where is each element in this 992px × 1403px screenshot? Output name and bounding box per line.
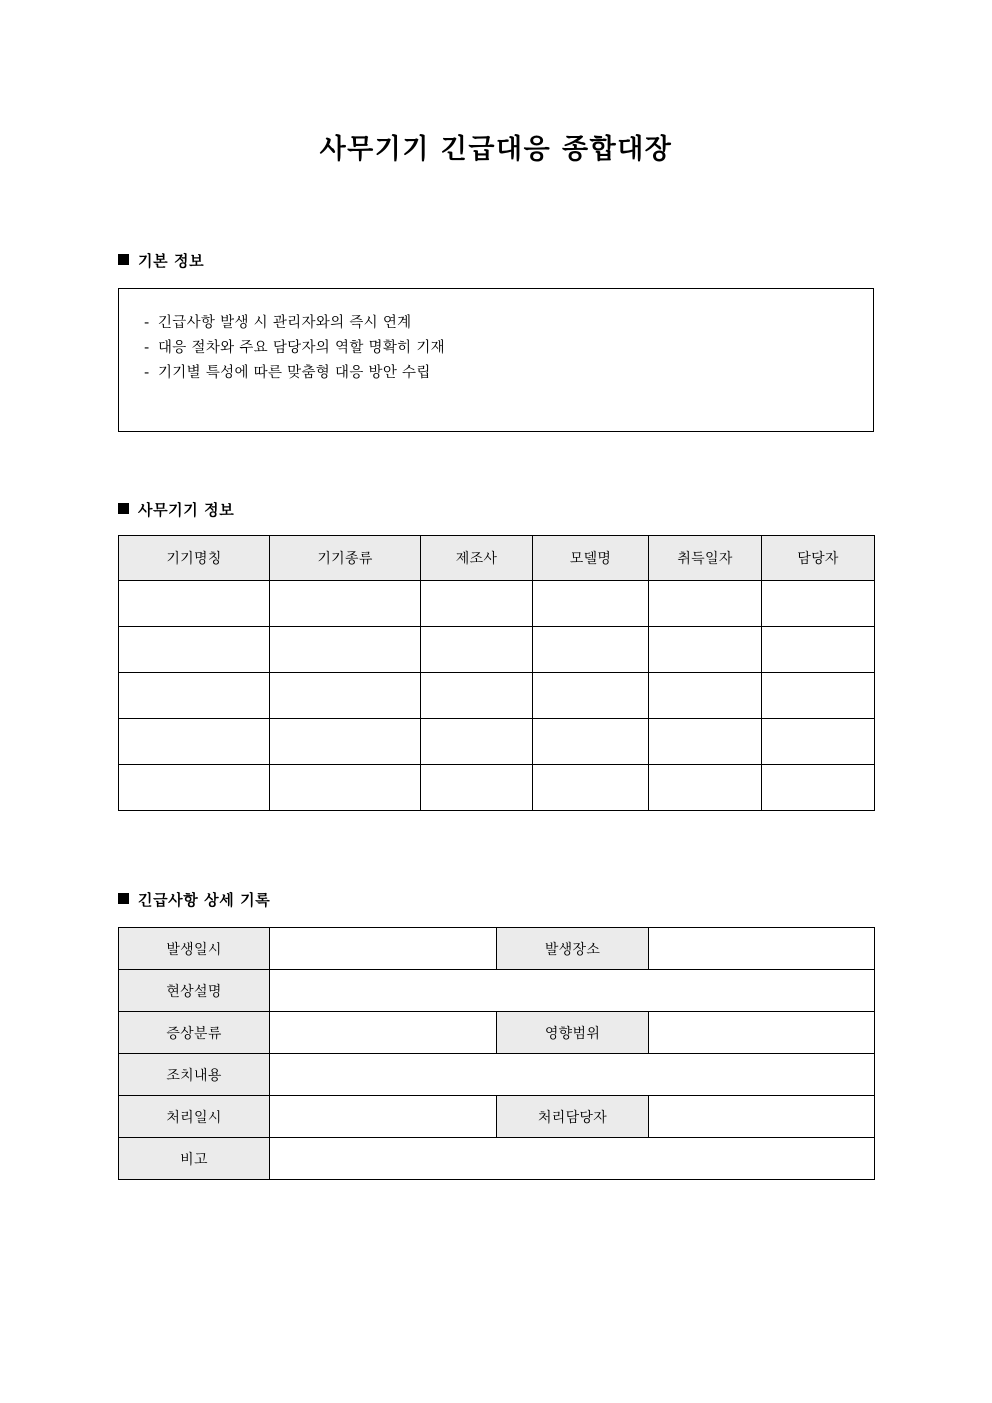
- section-heading-incident-detail: [118, 890, 270, 910]
- basic-info-list: [144, 311, 863, 386]
- row-label-action-taken: 조치내용: [119, 1054, 270, 1096]
- cell-acquired-date[interactable]: [649, 673, 762, 719]
- square-bullet-icon: [118, 254, 129, 265]
- column-header-device-name: 기기명칭: [119, 536, 270, 581]
- cell-device-name[interactable]: [119, 581, 270, 627]
- row-label-resolver: 처리담당자: [497, 1096, 649, 1138]
- row-label-impact-scope: 영향범위: [497, 1012, 649, 1054]
- cell-device-name[interactable]: [119, 719, 270, 765]
- cell-device-name[interactable]: [119, 765, 270, 811]
- cell-occurred-location[interactable]: [649, 928, 875, 970]
- cell-manufacturer[interactable]: [421, 765, 533, 811]
- table-row: [119, 581, 875, 627]
- table-row: [119, 928, 875, 970]
- page-title: 사무기기 긴급대응 종합대장: [319, 134, 673, 165]
- row-label-symptom-category: 증상분류: [119, 1012, 270, 1054]
- device-info-table: [118, 535, 875, 811]
- cell-model-name[interactable]: [533, 719, 649, 765]
- cell-owner[interactable]: [762, 719, 875, 765]
- cell-model-name[interactable]: [533, 581, 649, 627]
- cell-device-type[interactable]: [270, 719, 421, 765]
- cell-owner[interactable]: [762, 673, 875, 719]
- list-item: [144, 361, 863, 386]
- cell-impact-scope[interactable]: [649, 1012, 875, 1054]
- cell-device-type[interactable]: [270, 673, 421, 719]
- cell-acquired-date[interactable]: [649, 627, 762, 673]
- cell-owner[interactable]: [762, 581, 875, 627]
- table-row: [119, 765, 875, 811]
- cell-acquired-date[interactable]: [649, 765, 762, 811]
- list-item: [144, 311, 863, 336]
- column-header-manufacturer: 제조사: [421, 536, 533, 581]
- cell-resolver[interactable]: [649, 1096, 875, 1138]
- section-heading-basic-info: [118, 251, 204, 271]
- row-label-occurred-datetime: 발생일시: [119, 928, 270, 970]
- cell-remarks[interactable]: [270, 1138, 875, 1180]
- list-item-text: 긴급사항 발생 시 관리자와의 즉시 연계: [158, 315, 412, 331]
- section-heading-device-info-label: 사무기기 정보: [138, 501, 235, 519]
- table-row: [119, 1012, 875, 1054]
- cell-acquired-date[interactable]: [649, 581, 762, 627]
- column-header-model-name: 모델명: [533, 536, 649, 581]
- cell-manufacturer[interactable]: [421, 627, 533, 673]
- dash-marker: -: [144, 315, 150, 331]
- table-row: [119, 1096, 875, 1138]
- dash-marker: -: [144, 340, 150, 356]
- table-header-row: [119, 536, 875, 581]
- table-row: [119, 673, 875, 719]
- dash-marker: -: [144, 365, 150, 381]
- cell-owner[interactable]: [762, 765, 875, 811]
- row-label-occurred-location: 발생장소: [497, 928, 649, 970]
- cell-model-name[interactable]: [533, 765, 649, 811]
- cell-device-name[interactable]: [119, 673, 270, 719]
- basic-info-box: [118, 288, 874, 432]
- cell-manufacturer[interactable]: [421, 719, 533, 765]
- section-heading-device-info: [118, 500, 234, 520]
- square-bullet-icon: [118, 893, 129, 904]
- table-row: [119, 1138, 875, 1180]
- cell-manufacturer[interactable]: [421, 581, 533, 627]
- cell-device-type[interactable]: [270, 581, 421, 627]
- cell-symptom-category[interactable]: [270, 1012, 497, 1054]
- table-row: [119, 970, 875, 1012]
- cell-symptom-description[interactable]: [270, 970, 875, 1012]
- cell-owner[interactable]: [762, 627, 875, 673]
- column-header-acquired-date: 취득일자: [649, 536, 762, 581]
- column-header-device-type: 기기종류: [270, 536, 421, 581]
- cell-device-type[interactable]: [270, 765, 421, 811]
- section-heading-basic-info-label: 기본 정보: [138, 252, 205, 270]
- list-item: [144, 336, 863, 361]
- cell-manufacturer[interactable]: [421, 673, 533, 719]
- list-item-text: 대응 절차와 주요 담당자의 역할 명확히 기재: [158, 340, 445, 356]
- row-label-remarks: 비고: [119, 1138, 270, 1180]
- section-heading-incident-detail-label: 긴급사항 상세 기록: [138, 891, 271, 909]
- table-row: [119, 719, 875, 765]
- row-label-resolved-datetime: 처리일시: [119, 1096, 270, 1138]
- cell-occurred-datetime[interactable]: [270, 928, 497, 970]
- row-label-symptom-description: 현상설명: [119, 970, 270, 1012]
- square-bullet-icon: [118, 503, 129, 514]
- cell-model-name[interactable]: [533, 627, 649, 673]
- table-row: [119, 1054, 875, 1096]
- incident-detail-table: [118, 927, 875, 1180]
- table-row: [119, 627, 875, 673]
- cell-device-type[interactable]: [270, 627, 421, 673]
- cell-acquired-date[interactable]: [649, 719, 762, 765]
- cell-device-name[interactable]: [119, 627, 270, 673]
- cell-resolved-datetime[interactable]: [270, 1096, 497, 1138]
- cell-model-name[interactable]: [533, 673, 649, 719]
- cell-action-taken[interactable]: [270, 1054, 875, 1096]
- column-header-owner: 담당자: [762, 536, 875, 581]
- list-item-text: 기기별 특성에 따른 맞춤형 대응 방안 수립: [158, 365, 431, 381]
